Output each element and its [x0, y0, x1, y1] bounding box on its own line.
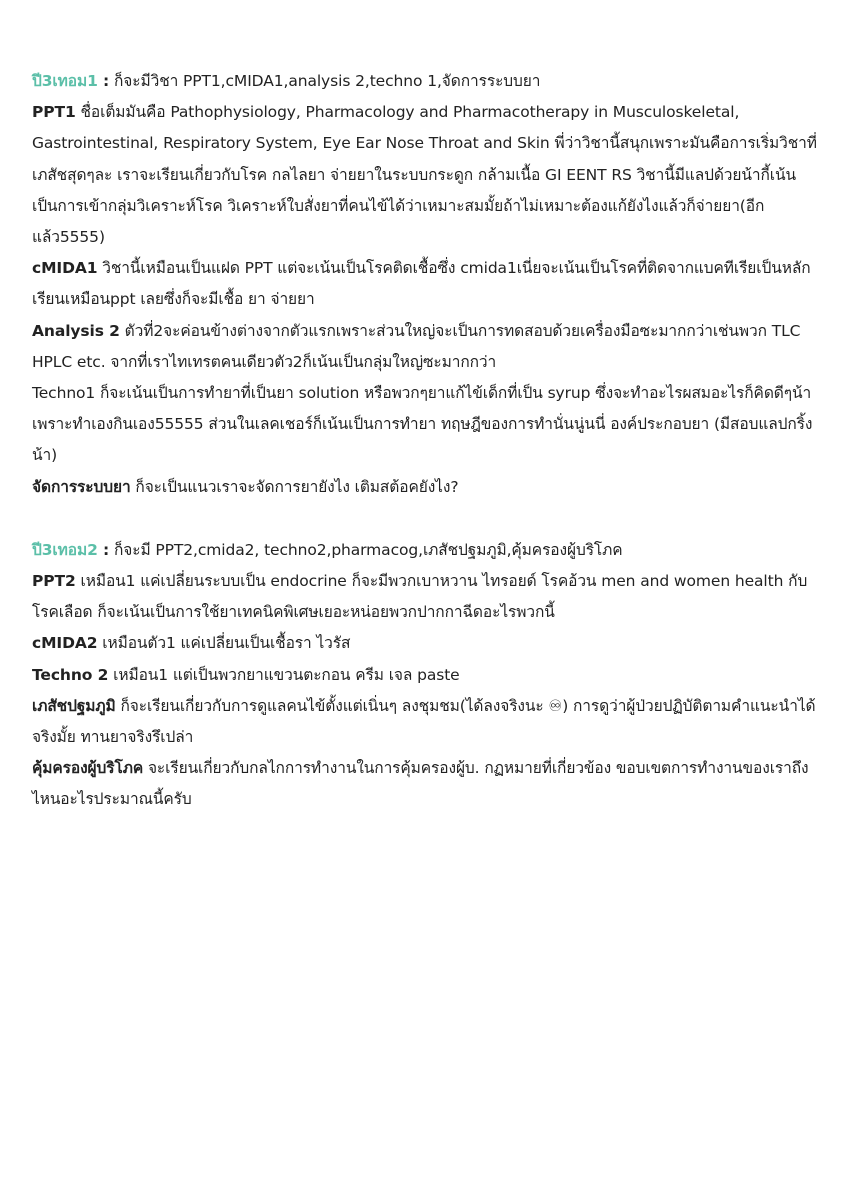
- term-label: ปี3เทอม1: [32, 72, 98, 90]
- paragraph-drug-management: [32, 472, 818, 503]
- paragraph-techno2: [32, 660, 818, 691]
- heading-separator: :: [97, 540, 110, 559]
- course-description: ก็จะเป็นแนวเราจะจัดการยายังไง เติมสต้อคยังไง?: [130, 477, 459, 496]
- course-name: คุ้มครองผู้บริโภค: [32, 759, 144, 778]
- section-year3-term2: [32, 535, 818, 816]
- section-year3-term1: [32, 66, 818, 503]
- section-heading: [32, 66, 818, 97]
- section-heading: [32, 535, 818, 566]
- paragraph-consumer-protection: [32, 753, 818, 815]
- paragraph-cmida1: [32, 253, 818, 315]
- paragraph-analysis2: [32, 316, 818, 378]
- course-description: ก็จะเรียนเกี่ยวกับการดูแลคนไข้ตั้งแต่เนิ่นๆ ลงชุมชม(ได้ลงจริงนะ ♾) การดูว่าผู้ป่วยปฏิบัติตามคำแนะนำได้จริงมั้ย ทานยาจริงรึเปล่า: [32, 696, 816, 747]
- course-name: Techno 2: [32, 665, 109, 684]
- paragraph-cmida2: [32, 628, 818, 659]
- course-name: เภสัชปฐมภูมิ: [32, 696, 116, 715]
- course-name: cMIDA1: [32, 259, 98, 278]
- paragraph-ppt2: [32, 566, 818, 628]
- heading-text: ก็จะมี PPT2,cmida2, techno2,pharmacog,เภสัชปฐมภูมิ,คุ้มครองผู้บริโภค: [109, 540, 623, 559]
- course-description: ชื่อเต็มมันคือ Pathophysiology, Pharmacology and Pharmacotherapy in Musculoskeletal, Gastrointestinal, Respiratory System, Eye Ear Nose Throat and Skin พี่ว่าวิชานี้สนุกเพราะมันคือการเริ่มวิชาที่เภสัชสุดๆละ เราจะเรียนเกี่ยวกับโรค กลไลยา จ่ายยาในระบบกระดูก กล้ามเนื้อ GI EENT RS วิชานี้มีแลปด้วยน้ากี้เน้นเป็นการเข้ากลุ่มวิเคราะห์โรค วิเคราะห์ใบสั่งยาที่คนไข้ได้ว่าเหมาะสมมั้ยถ้าไม่เหมาะต้องแก้ยังไงแล้วก็จ่ายยา(อีกแล้ว5555): [32, 103, 817, 247]
- term-label: ปี3เทอม2: [32, 540, 98, 559]
- course-description: ตัวที่2จะค่อนข้างต่างจากตัวแรกเพราะส่วนใหญ่จะเป็นการทดสอบด้วยเครื่องมือซะมากกว่าเช่นพวก TLC HPLC etc. จากที่เราไทเทรตคนเดียวตัว2ก็เน้นเป็นกลุ่มใหญ่ซะมากกว่า: [32, 321, 801, 371]
- course-name: Analysis 2: [32, 321, 120, 340]
- course-description: จะเรียนเกี่ยวกับกลไกการทำงานในการคุ้มครองผู้บ. กฏหมายที่เกี่ยวข้อง ขอบเขตการทำงานของเราถึงไหนอะไรประมาณนี้ครับ: [32, 759, 809, 809]
- paragraph-techno1: [32, 378, 818, 472]
- heading-separator: :: [97, 72, 110, 90]
- paragraph-primary-care: [32, 691, 818, 753]
- paragraph-ppt1: [32, 97, 818, 253]
- course-name: cMIDA2: [32, 634, 98, 653]
- course-description: เหมือน1 แค่เปลี่ยนระบบเป็น endocrine ก็จะมีพวกเบาหวาน ไทรอยด์ โรคอ้วน men and women health กับโรคเลือด ก็จะเน้นเป็นการใช้ยาเทคนิคพิเศษเยอะหน่อยพวกปากกาฉีดอะไรพวกนี้: [32, 572, 808, 622]
- course-name: จัดการระบบยา: [32, 477, 131, 496]
- heading-text: ก็จะมีวิชา PPT1,cMIDA1,analysis 2,techno 1,จัดการระบบยา: [109, 72, 541, 90]
- course-description: วิชานี้เหมือนเป็นแฝด PPT แต่จะเน้นเป็นโรคติดเชื้อซึ่ง cmida1เนี่ยจะเน้นเป็นโรคที่ติดจากแบคทีเรียเป็นหลัก เรียนเหมือนppt เลยซึ่งก็จะมีเชื้อ ยา จ่ายยา: [32, 259, 811, 309]
- course-name: PPT1: [32, 103, 76, 122]
- course-description: เหมือน1 แต่เป็นพวกยาแขวนตะกอน ครีม เจล paste: [108, 665, 460, 684]
- course-description: Techno1 ก็จะเน้นเป็นการทำยาที่เป็นยา solution หรือพวกๆยาแก้ไข้เด็กที่เป็น syrup ซึ่งจะทำอะไรผสมอะไรก็คิดดีๆน้าเพราะทำเองกินเอง55555 ส่วนในเลคเชอร์ก็เน้นเป็นการทำยา ทฤษฎีของการทำนั่นนู่นนี่ องค์ประกอบยา (มีสอบแลปกริ้งน้า): [32, 384, 813, 465]
- course-description: เหมือนตัว1 แค่เปลี่ยนเป็นเชื้อรา ไวรัส: [97, 634, 351, 653]
- course-name: PPT2: [32, 572, 76, 591]
